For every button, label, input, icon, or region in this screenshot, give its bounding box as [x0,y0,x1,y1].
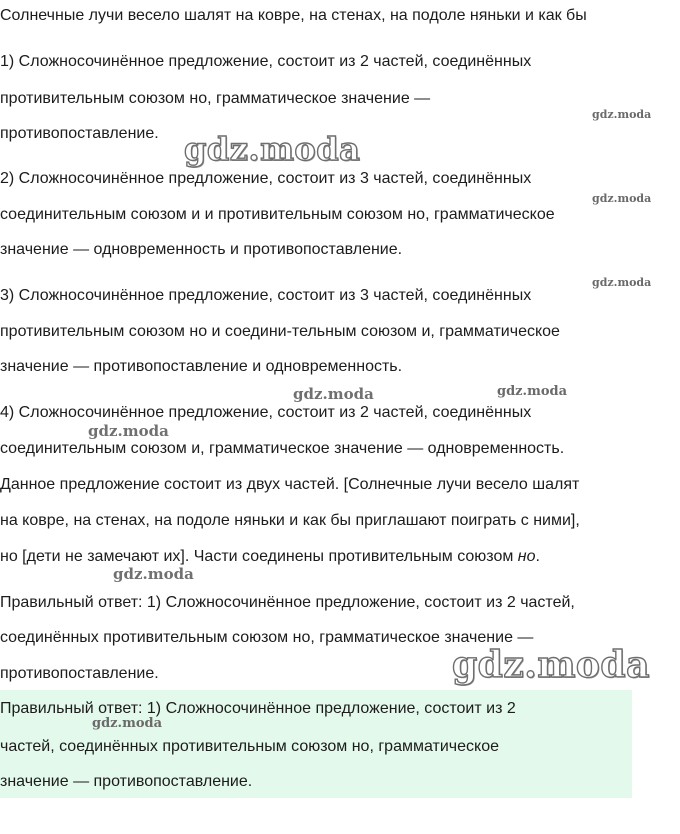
option1-line-2: противительным союзом но, грамматическое значение — [0,90,431,107]
answer-highlight-line-3: значение — противопоставление. [0,773,253,790]
option1-line-1: 1) Сложносочинённое предложение, состоит из 2 частей, соединённых [0,53,532,70]
watermark-logo: gdz.moda [592,192,652,205]
option2-line-3: значение — одновременность и противопоставление. [0,241,403,258]
watermark-logo: gdz.moda [113,565,194,583]
explanation-line-3-text: но [дети не замечают их]. Части соединены противительным союзом [0,548,518,565]
answer-line-3: противопоставление. [0,665,159,682]
watermark-logo: gdz.moda [452,644,650,686]
explanation-line-1: Данное предложение состоит из двух частей. [Солнечные лучи весело шалят [0,476,580,493]
watermark-logo: gdz.moda [497,384,568,399]
option3-line-2: противительным союзом но и соедини-тельным союзом и, грамматическое [0,323,560,340]
header-line: Солнечные лучи весело шалят на ковре, на стенах, на подоле няньки и как бы [0,7,587,24]
watermark-logo: gdz.moda [592,108,652,121]
option3-line-3: значение — противопоставление и одновременность. [0,358,403,375]
answer-highlight-line-2: частей, соединённых противительным союзом но, грамматическое [0,738,499,755]
option2-line-2: соединительным союзом и и противительным союзом но, грамматическое [0,206,555,223]
watermark-logo: gdz.moda [92,716,163,731]
answer-line-1: Правильный ответ: 1) Сложносочинённое предложение, состоит из 2 частей, [0,594,575,611]
explanation-line-3 [0,547,540,567]
answer-line-2: соединённых противительным союзом но, грамматическое значение — [0,629,534,646]
watermark-logo: gdz.moda [293,385,374,403]
watermark-logo: gdz.moda [184,130,361,168]
watermark-logo: gdz.moda [592,276,652,289]
explanation-italic-conjunction: но [517,548,536,565]
explanation-line-2: на ковре, на стенах, на подоле няньки и как бы приглашают поиграть с ними], [0,512,580,529]
explanation-end: . [535,548,540,565]
option1-line-3: противопоставление. [0,125,159,142]
option4-line-2: соединительным союзом и, грамматическое значение — одновременность. [0,440,565,457]
option2-line-1: 2) Сложносочинённое предложение, состоит из 3 частей, соединённых [0,170,532,187]
watermark-logo: gdz.moda [88,422,169,440]
option4-line-1: 4) Сложносочинённое предложение, состоит из 2 частей, соединённых [0,404,532,421]
option3-line-1: 3) Сложносочинённое предложение, состоит из 3 частей, соединённых [0,287,532,304]
answer-highlight-line-1: Правильный ответ: 1) Сложносочинённое предложение, состоит из 2 [0,700,516,717]
